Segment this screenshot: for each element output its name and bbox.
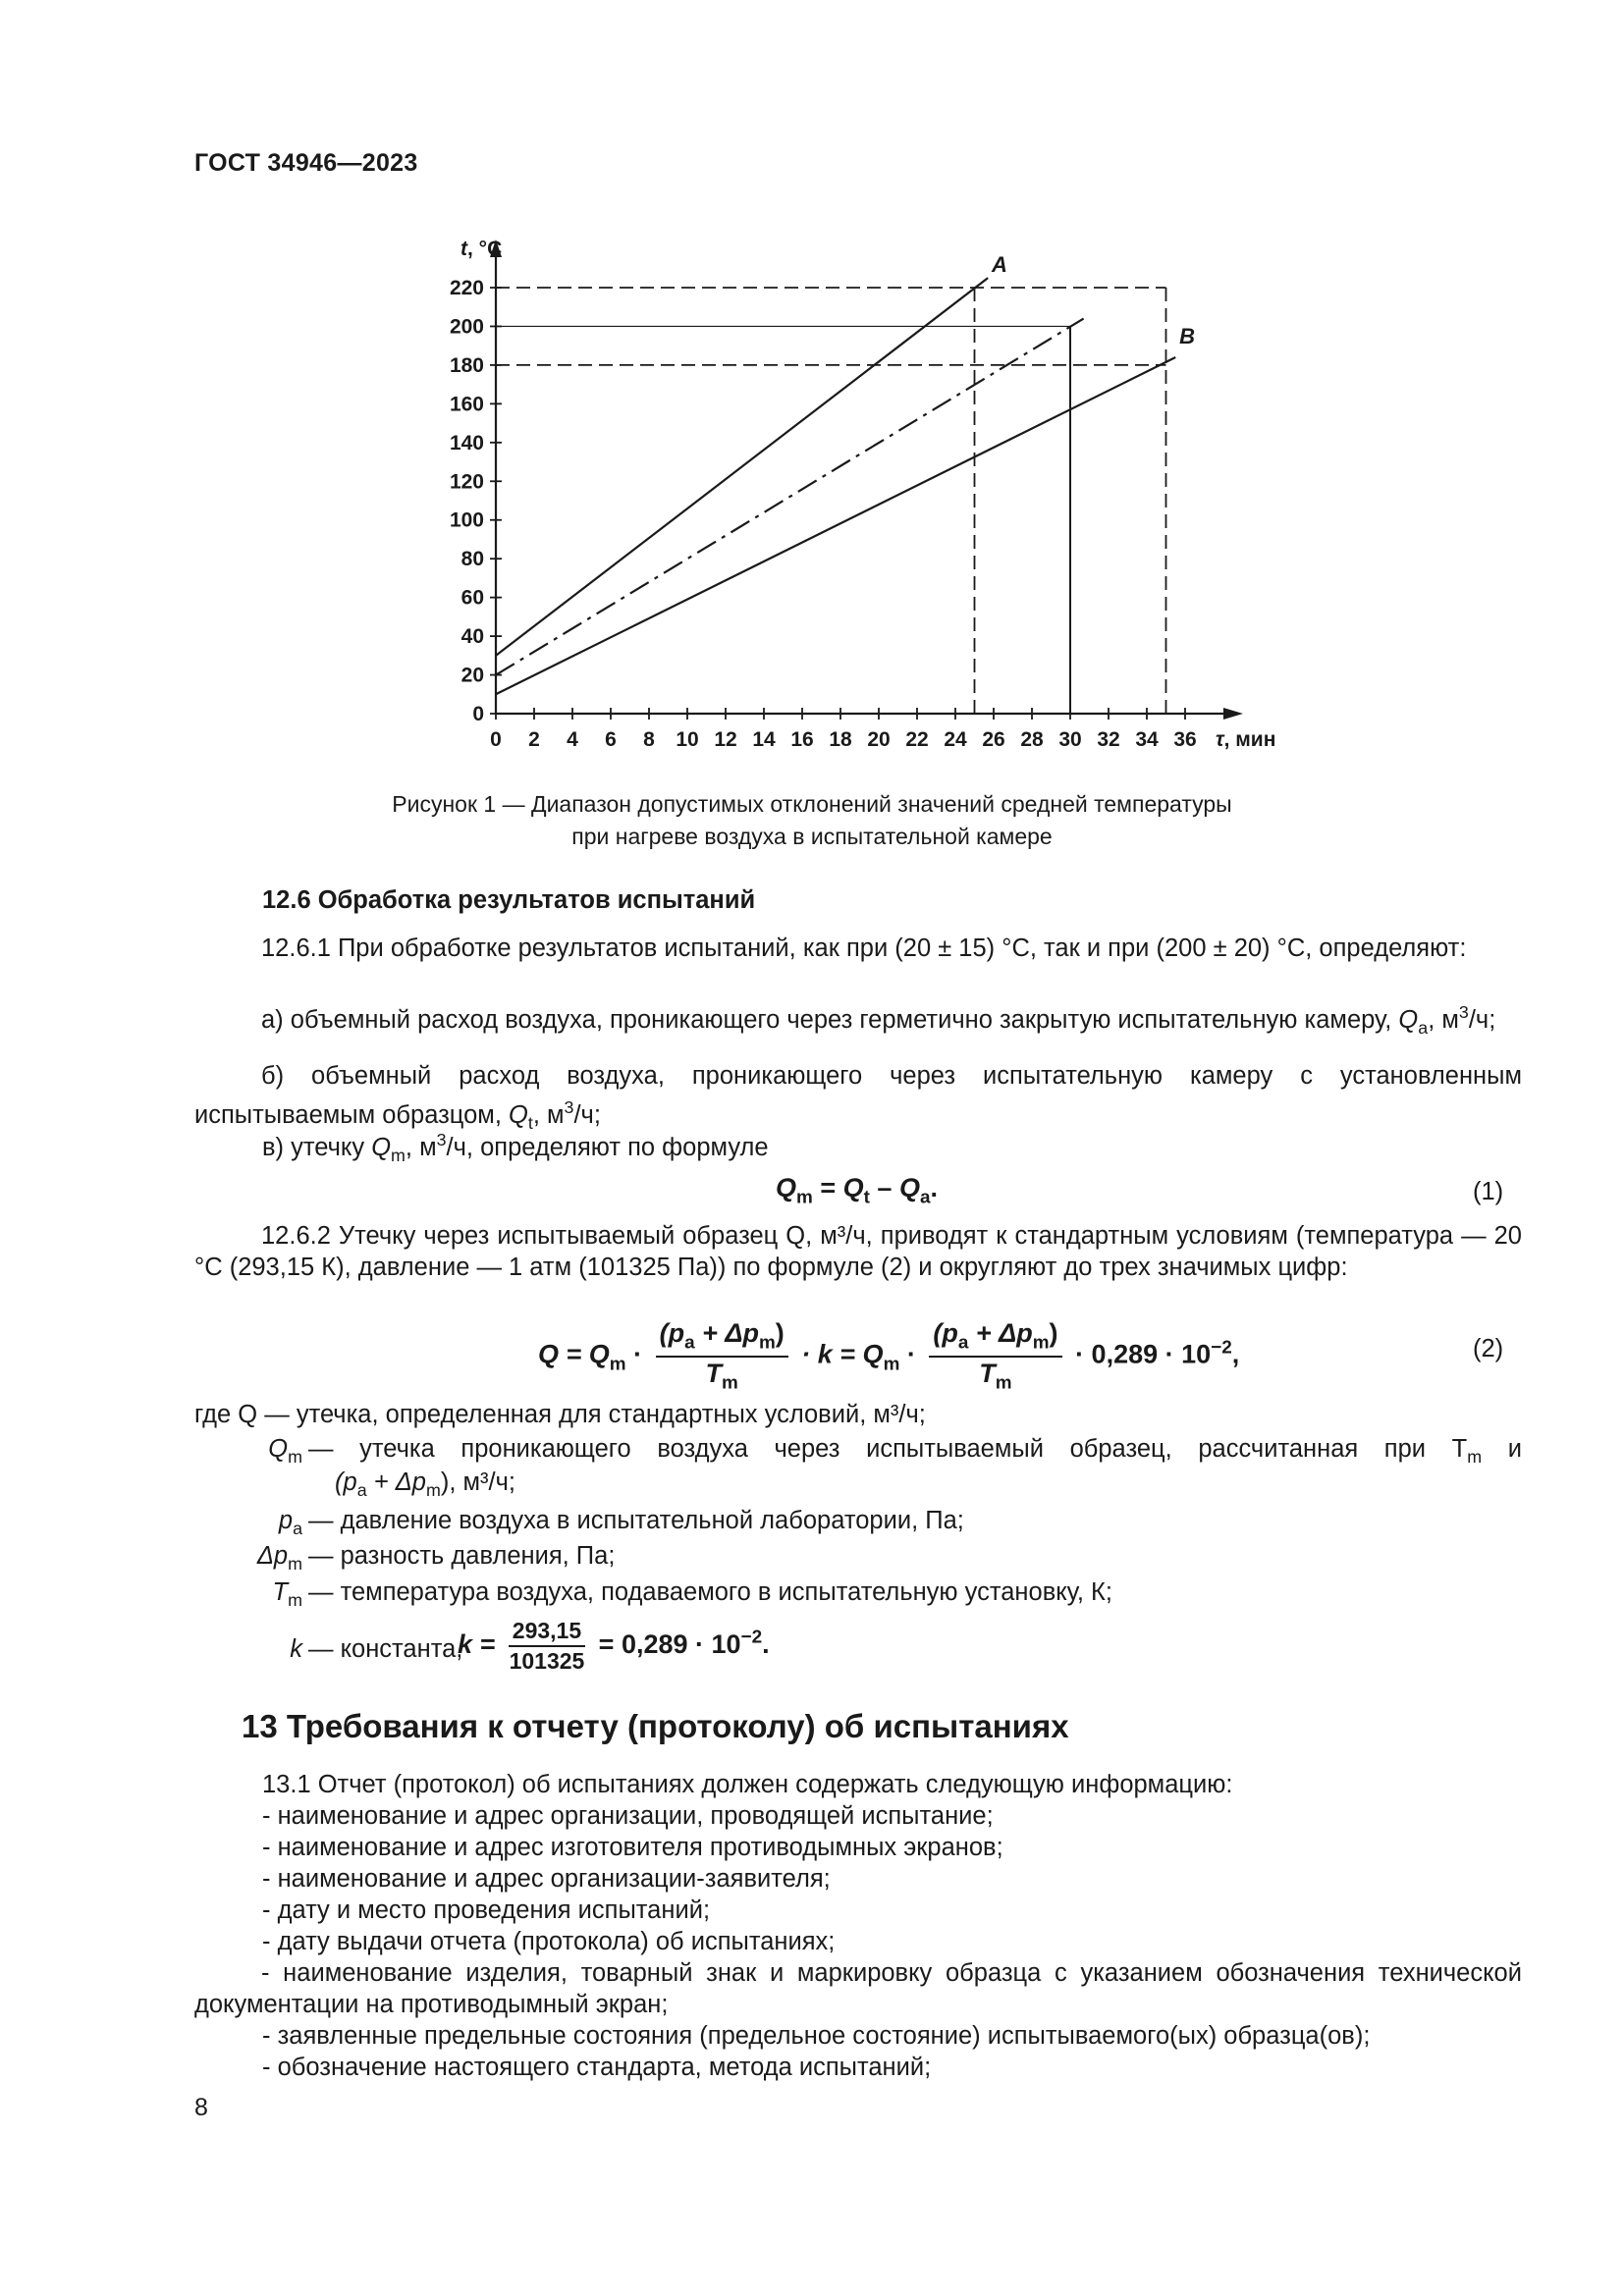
y-tick-label: 160 (449, 393, 484, 416)
formula-2-fraction-1: $\frac{(p_a + \Delta p_m)}{T_m}$ (656, 1318, 788, 1394)
list-item: - заявленные предельные состояния (предельное состояние) испытываемого(ых) образца(ов); (262, 2022, 1371, 2050)
x-axis-arrow (1223, 708, 1243, 720)
figure-caption-line2: при нагреве воздуха в испытательной камере (571, 824, 1053, 849)
legend-Qm-continuation: $(p_a + \Delta p_m)$, м³/ч; (335, 1468, 515, 1501)
item-b: б) объемный расход воздуха, проникающего через испытательную камеру с установленным испытываемым образцом, $Q_t$, $м^3/ч$; (194, 1062, 1522, 1134)
paragraph-12-6-2: 12.6.2 Утечку через испытываемый образец Q, м³/ч, приводят к стандартным условиям (температура — 20 °С (293,15 К), давление — 1 атм (101325 Па)) по формуле (2) и округляют до трех значимых цифр: (194, 1222, 1522, 1281)
x-tick-label: 20 (867, 728, 891, 751)
x-tick-label: 4 (567, 728, 578, 751)
section-12-6-heading: 12.6 Обработка результатов испытаний (262, 886, 756, 914)
k-formula: k = $\frac{293,15}{101325}$ = $0,289 \cdot 10^{-2}$. (458, 1618, 770, 1674)
formula-2: $Q = Q_m$ · $\frac{(p_a + \Delta p_m)}{T_m}$ · $k = Q_m$ · $\frac{(p_a + \Delta p_m)}{T_m}$ · $0,289 \cdot 10^{-2}$, (538, 1318, 1240, 1394)
y-tick-label: 220 (449, 277, 484, 299)
x-tick-label: 30 (1058, 728, 1082, 751)
formula-1-number: (1) (1473, 1178, 1504, 1205)
y-tick-label: 0 (472, 703, 484, 725)
list-item: - обозначение настоящего стандарта, метода испытаний; (262, 2054, 932, 2081)
document-header: ГОСТ 34946—2023 (194, 149, 418, 177)
list-item: - наименование и адрес изготовителя противодымных экранов; (262, 1834, 1003, 1861)
series-line-A (496, 278, 988, 656)
y-tick-label: 80 (460, 548, 484, 571)
y-tick-label: 60 (460, 586, 484, 610)
x-tick-label: 26 (982, 728, 1005, 751)
paragraph-12-6-1: 12.6.1 При обработке результатов испытаний, как при (20 ± 15) °С, так и при (200 ± 20) °С, определяют: (261, 934, 1467, 962)
x-tick-label: 14 (752, 728, 776, 751)
k-fraction: $\frac{293,15}{101325}$ (509, 1618, 585, 1674)
x-tick-label: 34 (1135, 728, 1159, 751)
legend-Q: где Q — утечка, определенная для стандартных условий, м³/ч; (194, 1401, 926, 1428)
x-axis-label: τ, мин (1216, 728, 1276, 751)
x-tick-label: 0 (490, 728, 502, 751)
y-tick-label: 180 (449, 353, 484, 377)
list-item: - дату выдачи отчета (протокола) об испытаниях; (262, 1928, 836, 1955)
section-13-intro: 13.1 Отчет (протокол) об испытаниях должен содержать следующую информацию: (262, 1771, 1233, 1798)
x-tick-label: 32 (1097, 728, 1120, 751)
x-tick-label: 22 (905, 728, 929, 751)
y-tick-label: 200 (449, 315, 484, 339)
list-item: - наименование и адрес организации, проводящей испытание; (262, 1802, 994, 1830)
series-line-B (496, 357, 1175, 694)
y-tick-label: 140 (449, 431, 484, 454)
x-tick-label: 16 (790, 728, 814, 751)
formula-2-number: (2) (1473, 1335, 1504, 1362)
y-tick-label: 120 (449, 470, 484, 494)
x-tick-label: 2 (528, 728, 540, 751)
x-tick-label: 12 (714, 728, 737, 751)
series-label-B: B (1179, 324, 1196, 349)
x-tick-label: 18 (829, 728, 852, 751)
y-tick-label: 40 (460, 625, 484, 649)
x-tick-label: 24 (944, 728, 967, 751)
x-tick-label: 6 (605, 728, 617, 751)
item-c: в) утечку $Q_m$, $м^3/ч$, определяют по формуле (262, 1130, 769, 1166)
x-tick-label: 10 (676, 728, 699, 751)
series-label-A: A (992, 252, 1007, 278)
list-item: - наименование изделия, товарный знак и маркировку образца с указанием обозначения технической документации на противодымный экран; (194, 1959, 1522, 2018)
figure-caption-line1: Рисунок 1 — Диапазон допустимых отклонений значений средней температуры (392, 791, 1232, 817)
item-a: а) объемный расход воздуха, проникающего через герметично закрытую испытательную камеру, $Q_a$, $м^3/ч$; (261, 1002, 1496, 1039)
series-line-middle (496, 319, 1084, 675)
y-axis-label: t, °С (460, 238, 503, 260)
list-item: - наименование и адрес организации-заявителя; (262, 1865, 831, 1893)
temperature-chart (422, 226, 1306, 775)
x-tick-label: 36 (1173, 728, 1197, 751)
formula-1: $Q_m = Q_t - Q_a$. (776, 1173, 938, 1208)
y-tick-label: 20 (460, 664, 484, 687)
formula-2-fraction-2: $\frac{(p_a + \Delta p_m)}{T_m}$ (929, 1318, 1061, 1394)
x-tick-label: 8 (643, 728, 655, 751)
y-tick-label: 100 (449, 508, 484, 532)
list-item: - дату и место проведения испытаний; (262, 1896, 711, 1924)
x-tick-label: 28 (1020, 728, 1044, 751)
section-13-heading: 13 Требования к отчету (протоколу) об испытаниях (242, 1708, 1069, 1744)
page-number: 8 (194, 2094, 208, 2121)
